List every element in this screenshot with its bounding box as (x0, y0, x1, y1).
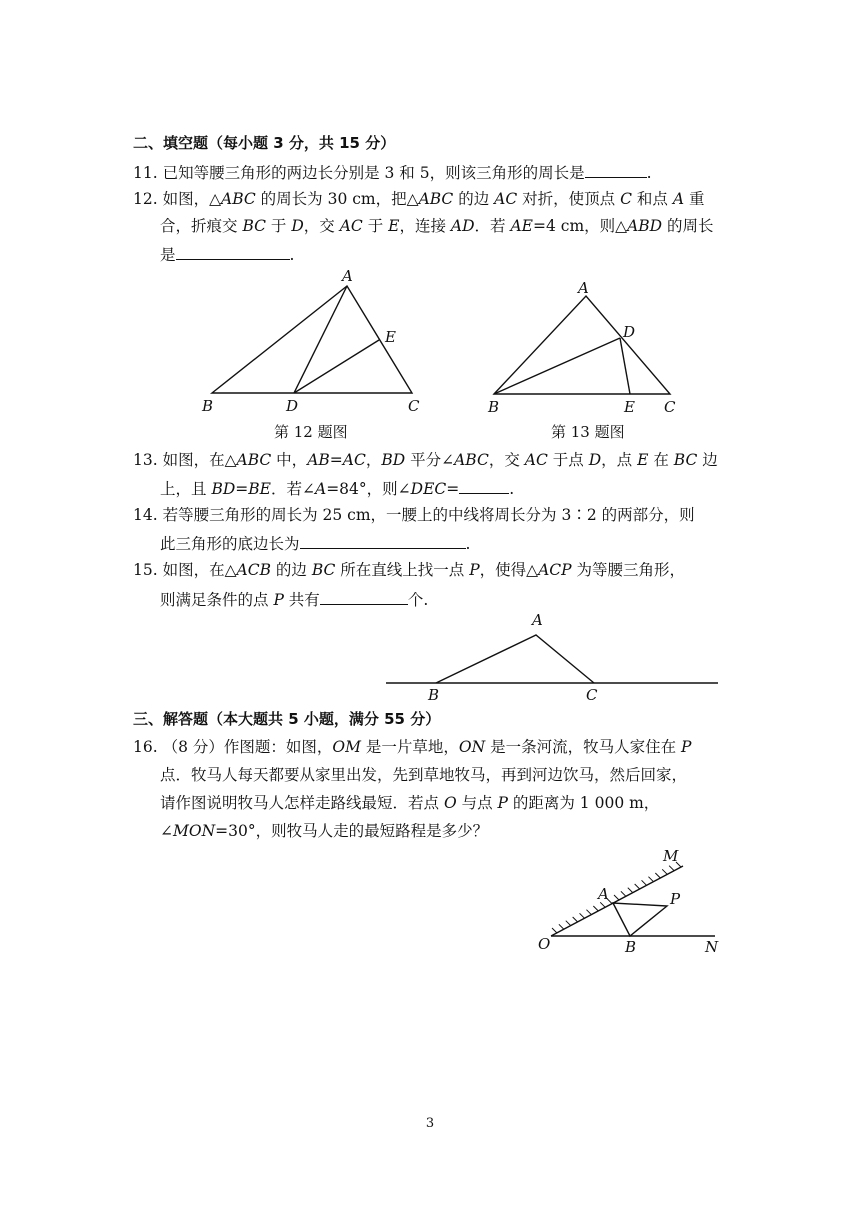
figure-12 (190, 266, 430, 416)
section-3-heading: 三、解答题（本大题共 5 小题，满分 55 分） (133, 710, 441, 728)
point-label-a: A (532, 611, 543, 629)
question-number: 15. (133, 561, 158, 579)
hatch-mark (614, 895, 619, 900)
hatch-mark (669, 866, 674, 871)
point-label-b: B (488, 398, 500, 416)
hatch-mark (586, 910, 591, 915)
question-number: 11. (133, 164, 158, 182)
figure-15 (384, 608, 724, 703)
question-13-line-2: 上，且 BD=BE．若∠A=84°，则∠DEC= . (160, 477, 514, 499)
answer-blank[interactable] (585, 161, 647, 178)
triangle-abc (494, 296, 670, 394)
point-label-a: A (342, 267, 353, 285)
hatch-mark (559, 924, 564, 929)
answer-blank[interactable] (300, 532, 466, 549)
answer-blank[interactable] (459, 477, 509, 494)
point-label-d: D (286, 397, 299, 415)
question-number: 14. (133, 506, 158, 524)
point-label-b: B (428, 686, 440, 704)
question-12-line-2: 合，折痕交 BC 于 D，交 AC 于 E，连接 AD．若 AE=4 cm，则△ABD 的周长 (160, 217, 714, 235)
point-label-b: B (625, 938, 637, 956)
hatch-mark (635, 884, 640, 889)
question-16-line-3: 请作图说明牧马人怎样走路线最短．若点 O 与点 P 的距离为 1 000 m， (160, 794, 660, 812)
figure-13-caption: 第 13 题图 (551, 423, 625, 441)
hatch-mark (655, 873, 660, 878)
question-number: 13. (133, 451, 158, 469)
hatch-mark (642, 880, 647, 885)
point-label-a: A (578, 279, 589, 297)
question-11: 11. 已知等腰三角形的两边长分别是 3 和 5，则该三角形的周长是 . (133, 161, 652, 183)
segment-bd (494, 338, 620, 394)
hatch-mark (628, 888, 633, 893)
point-label-c: C (664, 398, 676, 416)
question-text: 已知等腰三角形的两边长分别是 3 和 5，则该三角形的周长是 (162, 164, 585, 182)
triangle-abc (212, 286, 412, 393)
point-label-c: C (408, 397, 420, 415)
question-14-line-2: 此三角形的底边长为 . (160, 532, 470, 554)
point-label-d: D (623, 323, 636, 341)
grass-hatching (552, 862, 681, 933)
question-number: 16. (133, 738, 158, 756)
figure-13 (480, 280, 690, 420)
point-label-p: P (670, 890, 681, 908)
hatch-mark (573, 917, 578, 922)
triangle-acb (436, 635, 594, 683)
answer-blank[interactable] (320, 588, 408, 605)
question-number: 12. (133, 190, 158, 208)
hatch-mark (662, 869, 667, 874)
question-12-line-3: 是 . (160, 243, 294, 265)
hatch-mark (621, 891, 626, 896)
question-16-line-4: ∠MON=30°，则牧马人走的最短路程是多少？ (160, 822, 489, 840)
hatch-mark (580, 913, 585, 918)
hatch-mark (552, 928, 557, 933)
point-label-m: M (663, 847, 679, 865)
question-16-line-2: 点．牧马人每天都要从家里出发，先到草地牧马，再到河边饮马，然后回家， (160, 766, 688, 784)
question-15-line-1: 15. 如图，在△ACB 的边 BC 所在直线上找一点 P，使得△ACP 为等腰三角形， (133, 561, 686, 579)
question-14-line-1: 14. 若等腰三角形的周长为 25 cm，一腰上的中线将周长分为 3∶2 的两部分，则 (133, 506, 695, 524)
question-13-line-1: 13. 如图，在△ABC 中，AB=AC，BD 平分∠ABC，交 AC 于点 D，点 E 在 BC 边 (133, 451, 718, 469)
point-label-o: O (538, 935, 551, 953)
point-label-a: A (598, 885, 609, 903)
question-16-line-1: 16. （8 分）作图题：如图，OM 是一片草地，ON 是一条河流，牧马人家住在 P (133, 738, 692, 756)
hatch-mark (593, 906, 598, 911)
path-triangle-apb (613, 903, 667, 936)
hatch-mark (600, 902, 605, 907)
answer-blank[interactable] (176, 243, 290, 260)
hatch-mark (648, 877, 653, 882)
point-label-e: E (385, 328, 396, 346)
section-2-heading: 二、填空题（每小题 3 分，共 15 分） (133, 134, 396, 152)
point-label-c: C (586, 686, 598, 704)
figure-12-caption: 第 12 题图 (274, 423, 348, 441)
question-12-line-1: 12. 如图，△ABC 的周长为 30 cm，把△ABC 的边 AC 对折，使顶点 C 和点 A 重 (133, 190, 705, 208)
figure-16 (535, 845, 725, 960)
page-number: 3 (425, 1116, 435, 1131)
question-15-line-2: 则满足条件的点 P 共有 个. (160, 588, 428, 610)
point-label-n: N (705, 938, 719, 956)
point-label-b: B (202, 397, 214, 415)
hatch-mark (566, 921, 571, 926)
point-label-e: E (624, 398, 635, 416)
